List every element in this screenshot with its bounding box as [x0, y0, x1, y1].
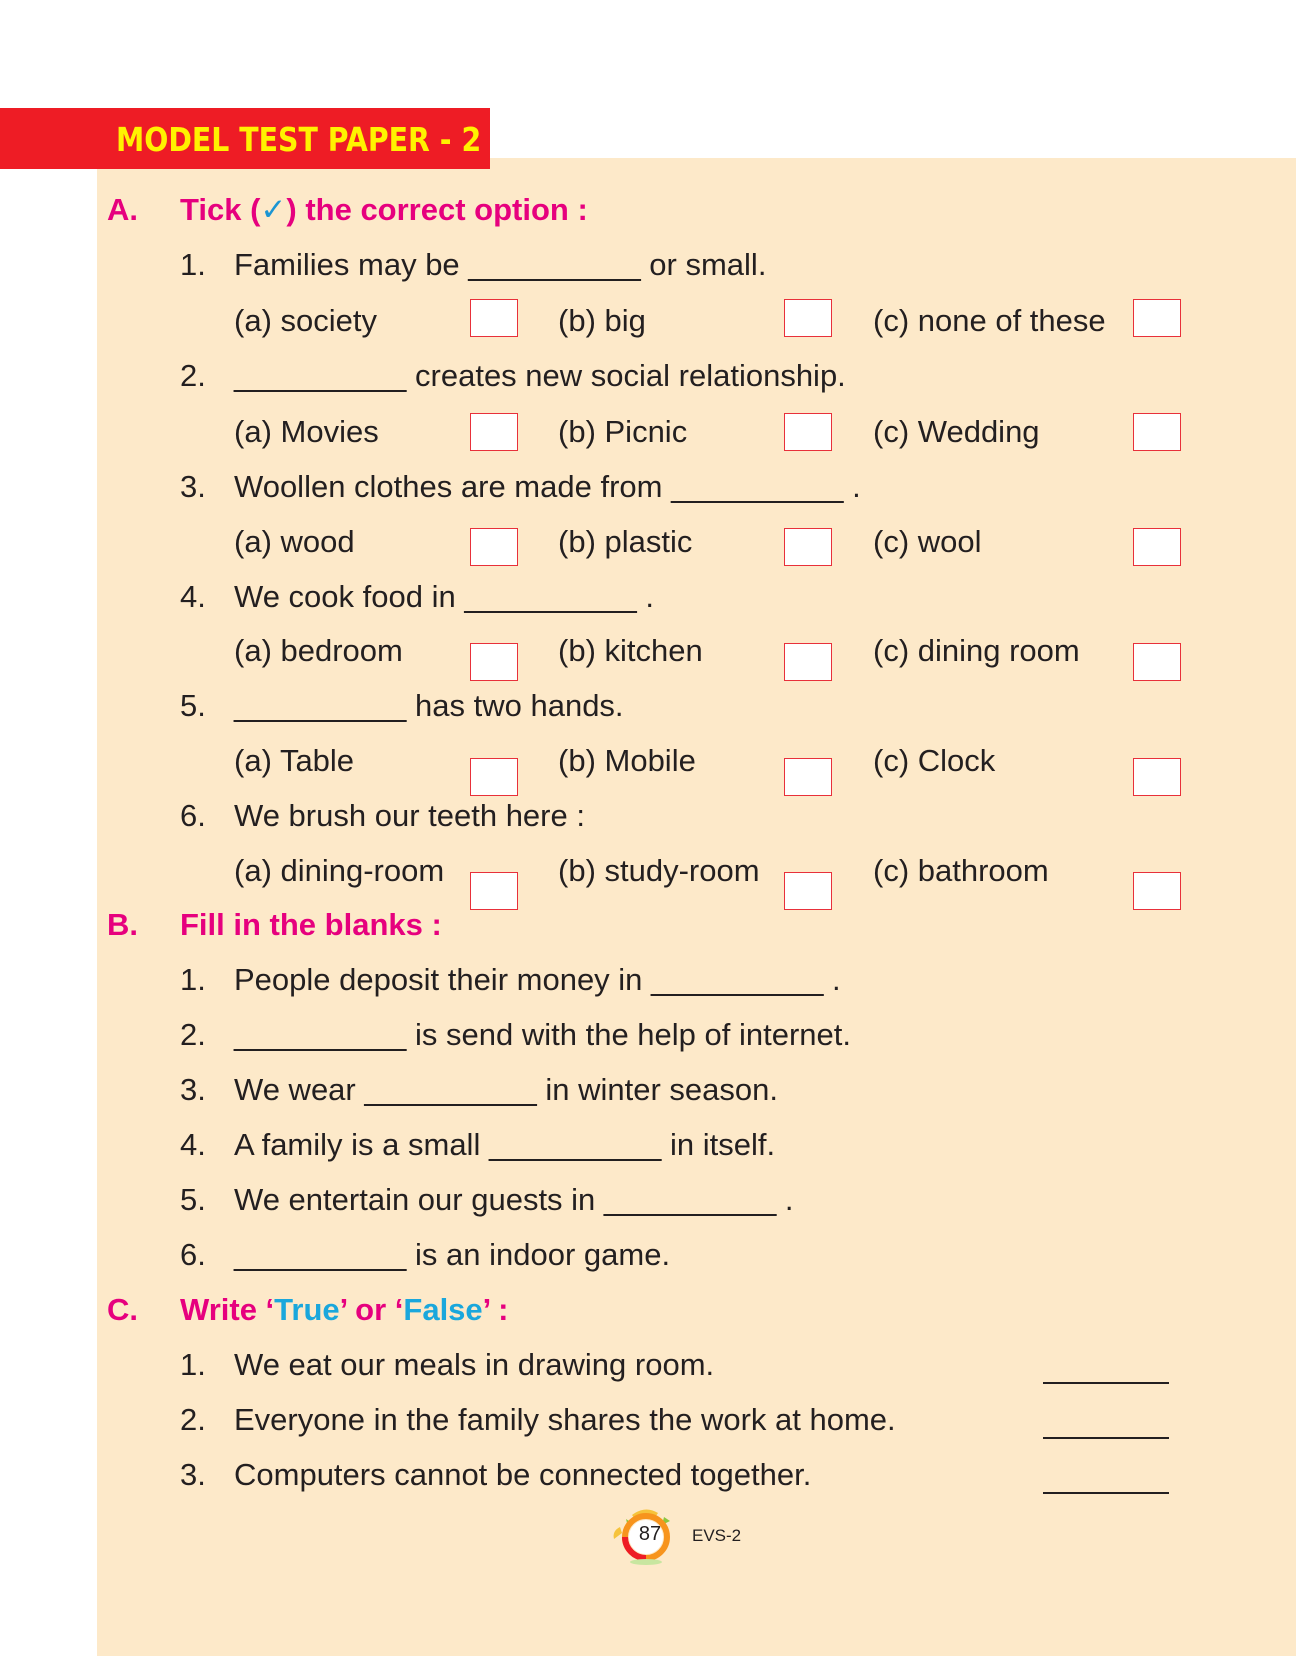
question-text: We entertain our guests in __________ .: [234, 1182, 794, 1217]
question-text: __________ has two hands.: [234, 688, 624, 723]
question-text: We cook food in __________ .: [234, 579, 654, 614]
section-a-letter: A.: [107, 192, 138, 227]
option-label: (c) Wedding: [873, 414, 1040, 449]
question-text: __________ creates new social relationship.: [234, 358, 846, 393]
question-text: __________ is an indoor game.: [234, 1237, 671, 1272]
option-label: (a) bedroom: [234, 633, 403, 668]
true-word: True: [274, 1292, 340, 1327]
option-label: (b) big: [558, 303, 646, 338]
section-c-heading: Write ‘True’ or ‘False’ :: [180, 1292, 509, 1327]
tick-box[interactable]: [1133, 872, 1181, 910]
tick-box[interactable]: [470, 528, 518, 566]
option-label: (c) none of these: [873, 303, 1106, 338]
answer-line[interactable]: [1043, 1437, 1169, 1439]
option-label: (a) wood: [234, 524, 355, 559]
section-c-letter: C.: [107, 1292, 138, 1327]
tick-box[interactable]: [1133, 413, 1181, 451]
tick-box[interactable]: [784, 872, 832, 910]
answer-line[interactable]: [1043, 1382, 1169, 1384]
option-label: (b) plastic: [558, 524, 693, 559]
tick-box[interactable]: [1133, 299, 1181, 337]
option-label: (b) Picnic: [558, 414, 688, 449]
question-number: 3.: [180, 1072, 206, 1107]
tick-box[interactable]: [1133, 758, 1181, 796]
question-number: 1.: [180, 962, 206, 997]
question-number: 6.: [180, 798, 206, 833]
question-text: Computers cannot be connected together.: [234, 1457, 812, 1492]
option-label: (c) Clock: [873, 743, 996, 778]
question-number: 4.: [180, 579, 206, 614]
section-a-heading: Tick (✓) the correct option :: [180, 192, 588, 227]
tick-box[interactable]: [784, 299, 832, 337]
section-b-heading: Fill in the blanks :: [180, 907, 442, 942]
false-word: False: [403, 1292, 483, 1327]
question-text: Families may be __________ or small.: [234, 247, 767, 282]
tick-box[interactable]: [470, 413, 518, 451]
question-text: A family is a small __________ in itself.: [234, 1127, 776, 1162]
question-number: 1.: [180, 1347, 206, 1382]
tick-box[interactable]: [784, 758, 832, 796]
question-number: 1.: [180, 247, 206, 282]
page-title: MODEL TEST PAPER - 2: [116, 120, 482, 159]
tick-box[interactable]: [470, 643, 518, 681]
option-label: (b) kitchen: [558, 633, 703, 668]
question-number: 2.: [180, 1017, 206, 1052]
question-number: 4.: [180, 1127, 206, 1162]
option-label: (b) study-room: [558, 853, 760, 888]
question-text: __________ is send with the help of internet.: [234, 1017, 852, 1052]
tick-box[interactable]: [470, 299, 518, 337]
question-number: 3.: [180, 1457, 206, 1492]
question-number: 3.: [180, 469, 206, 504]
tick-box[interactable]: [1133, 643, 1181, 681]
option-label: (a) dining-room: [234, 853, 445, 888]
option-label: (c) wool: [873, 524, 982, 559]
tick-box[interactable]: [784, 413, 832, 451]
option-label: (c) dining room: [873, 633, 1080, 668]
question-number: 2.: [180, 358, 206, 393]
question-text: We eat our meals in drawing room.: [234, 1347, 715, 1382]
option-label: (a) society: [234, 303, 377, 338]
question-text: Woollen clothes are made from __________ .: [234, 469, 861, 504]
tick-box[interactable]: [784, 643, 832, 681]
question-number: 5.: [180, 688, 206, 723]
tick-box[interactable]: [470, 872, 518, 910]
question-text: Everyone in the family shares the work at home.: [234, 1402, 896, 1437]
question-text: We wear __________ in winter season.: [234, 1072, 778, 1107]
question-text: People deposit their money in __________ .: [234, 962, 841, 997]
tick-box[interactable]: [784, 528, 832, 566]
tick-box[interactable]: [1133, 528, 1181, 566]
book-code: EVS-2: [692, 1526, 742, 1545]
option-label: (c) bathroom: [873, 853, 1049, 888]
option-label: (a) Table: [234, 743, 355, 778]
option-label: (a) Movies: [234, 414, 379, 449]
question-number: 5.: [180, 1182, 206, 1217]
tick-mark-icon: ✓: [260, 192, 287, 227]
answer-line[interactable]: [1043, 1492, 1169, 1494]
page-number: 87: [638, 1523, 662, 1545]
option-label: (b) Mobile: [558, 743, 696, 778]
tick-box[interactable]: [470, 758, 518, 796]
question-text: We brush our teeth here :: [234, 798, 585, 833]
question-number: 2.: [180, 1402, 206, 1437]
question-number: 6.: [180, 1237, 206, 1272]
section-b-letter: B.: [107, 907, 138, 942]
